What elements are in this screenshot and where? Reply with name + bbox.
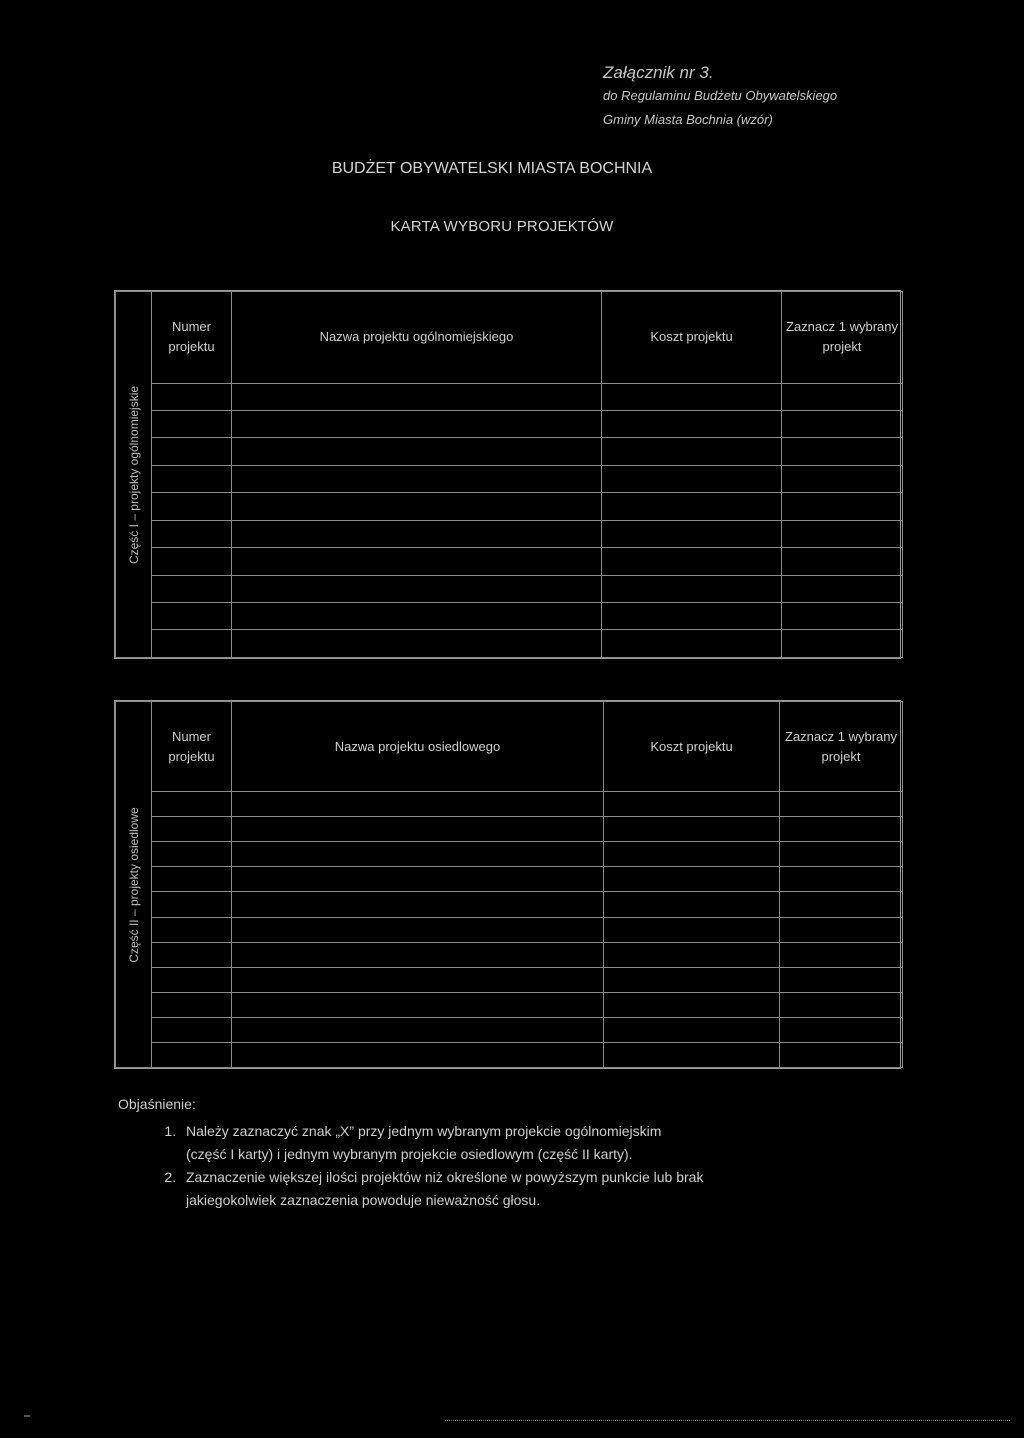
attachment-regulation: do Regulaminu Budżetu Obywatelskiego xyxy=(603,88,838,103)
part2-cell-cost xyxy=(604,967,780,992)
scan-mark xyxy=(24,1415,30,1417)
part2-table xyxy=(114,700,901,1069)
part1-header-mark: Zaznacz 1 wybrany projekt xyxy=(782,292,903,384)
part1-cell-cost xyxy=(602,548,782,575)
part1-cell-number xyxy=(152,438,232,465)
document-subtitle: KARTA WYBORU PROJEKTÓW xyxy=(390,218,614,235)
part1-cell-name xyxy=(232,383,602,410)
explanation-item-1-line-1: Należy zaznaczyć znak „X” przy jednym wybranym projekcie ogólnomiejskim xyxy=(186,1123,662,1139)
part1-cell-name xyxy=(232,603,602,630)
part2-cell-cost xyxy=(604,867,780,892)
part1-cell-cost xyxy=(602,520,782,547)
part1-table-row xyxy=(116,575,903,602)
part1-cell-cost xyxy=(602,603,782,630)
explanation-list xyxy=(118,1120,918,1212)
part2-table-row xyxy=(116,867,903,892)
part2-cell-cost xyxy=(604,792,780,817)
part1-cell-name xyxy=(232,438,602,465)
part2-cell-number xyxy=(152,917,232,942)
part1-table-row xyxy=(116,630,903,658)
part2-cell-mark[interactable] xyxy=(780,867,903,892)
part1-cell-number xyxy=(152,520,232,547)
part1-header-cost: Koszt projektu xyxy=(602,292,782,384)
part1-cell-mark[interactable] xyxy=(782,603,903,630)
part1-cell-mark[interactable] xyxy=(782,410,903,437)
part2-cell-number xyxy=(152,867,232,892)
attachment-number: Załącznik nr 3. xyxy=(603,63,714,82)
part2-cell-name xyxy=(232,942,604,967)
part1-table-row xyxy=(116,465,903,492)
part1-table-row xyxy=(116,548,903,575)
part1-cell-mark[interactable] xyxy=(782,630,903,658)
part2-cell-cost xyxy=(604,917,780,942)
part1-cell-name xyxy=(232,465,602,492)
part2-cell-mark[interactable] xyxy=(780,942,903,967)
part1-cell-cost xyxy=(602,465,782,492)
part2-header-number: Numer projektu xyxy=(152,702,232,792)
part2-cell-cost xyxy=(604,1042,780,1067)
part1-cell-name xyxy=(232,575,602,602)
part2-cell-name xyxy=(232,992,604,1017)
part2-cell-mark[interactable] xyxy=(780,1042,903,1067)
part2-cell-number xyxy=(152,817,232,842)
part2-header-mark: Zaznacz 1 wybrany projekt xyxy=(780,702,903,792)
part1-cell-number xyxy=(152,410,232,437)
part2-cell-mark[interactable] xyxy=(780,917,903,942)
part2-cell-name xyxy=(232,792,604,817)
part2-cell-mark[interactable] xyxy=(780,992,903,1017)
attachment-municipality: Gminy Miasta Bochnia (wzór) xyxy=(603,112,773,127)
part1-cell-name xyxy=(232,630,602,658)
part1-header-number: Numer projektu xyxy=(152,292,232,384)
part2-cell-number xyxy=(152,792,232,817)
part1-cell-cost xyxy=(602,575,782,602)
part1-cell-mark[interactable] xyxy=(782,383,903,410)
part2-cell-number xyxy=(152,967,232,992)
part2-cell-mark[interactable] xyxy=(780,817,903,842)
part2-cell-mark[interactable] xyxy=(780,967,903,992)
part1-table-row xyxy=(116,493,903,520)
explanation-item-2 xyxy=(180,1166,918,1212)
document-title: BUDŻET OBYWATELSKI MIASTA BOCHNIA xyxy=(331,160,653,177)
part2-cell-cost xyxy=(604,992,780,1017)
part1-cell-number xyxy=(152,548,232,575)
part1-cell-name xyxy=(232,520,602,547)
part2-cell-number xyxy=(152,892,232,917)
part2-cell-name xyxy=(232,1017,604,1042)
part2-side-label: Część II – projekty osiedlowe xyxy=(116,702,152,1068)
part1-cell-number xyxy=(152,493,232,520)
part2-table-row xyxy=(116,842,903,867)
part1-cell-number xyxy=(152,575,232,602)
part1-table-row xyxy=(116,603,903,630)
part1-cell-mark[interactable] xyxy=(782,438,903,465)
part1-cell-number xyxy=(152,603,232,630)
part2-cell-name xyxy=(232,1042,604,1067)
part2-table-row xyxy=(116,992,903,1017)
part1-cell-number xyxy=(152,630,232,658)
part1-cell-number xyxy=(152,465,232,492)
explanation-section xyxy=(118,1096,918,1212)
part1-cell-cost xyxy=(602,410,782,437)
part2-header-cost: Koszt projektu xyxy=(604,702,780,792)
part2-cell-cost xyxy=(604,817,780,842)
part1-table xyxy=(114,290,901,659)
part1-cell-mark[interactable] xyxy=(782,520,903,547)
part2-table-row xyxy=(116,917,903,942)
part2-cell-mark[interactable] xyxy=(780,842,903,867)
part2-cell-mark[interactable] xyxy=(780,892,903,917)
part2-table-row xyxy=(116,817,903,842)
footer-rule xyxy=(445,1420,1010,1421)
part2-table-row xyxy=(116,942,903,967)
part2-cell-name xyxy=(232,842,604,867)
part1-table-row xyxy=(116,410,903,437)
part1-header-name: Nazwa projektu ogólnomiejskiego xyxy=(232,292,602,384)
attachment-note xyxy=(603,62,903,132)
part1-side-label: Część I – projekty ogólnomiejskie xyxy=(116,292,152,658)
part2-cell-number xyxy=(152,842,232,867)
part1-cell-mark[interactable] xyxy=(782,493,903,520)
part2-header-name: Nazwa projektu osiedlowego xyxy=(232,702,604,792)
part2-cell-number xyxy=(152,992,232,1017)
part2-table-row xyxy=(116,967,903,992)
part1-cell-mark[interactable] xyxy=(782,575,903,602)
part2-cell-cost xyxy=(604,1017,780,1042)
part2-table-row xyxy=(116,792,903,817)
explanation-item-1 xyxy=(180,1120,918,1166)
explanation-item-2-line-1: Zaznaczenie większej ilości projektów niż określone w powyższym punkcie lub brak xyxy=(186,1169,704,1185)
explanation-heading: Objaśnienie: xyxy=(118,1096,196,1112)
part1-table-row xyxy=(116,520,903,547)
part2-cell-name xyxy=(232,867,604,892)
part1-cell-cost xyxy=(602,630,782,658)
part2-cell-name xyxy=(232,917,604,942)
part2-table-row xyxy=(116,1017,903,1042)
part1-cell-mark[interactable] xyxy=(782,548,903,575)
part1-cell-mark[interactable] xyxy=(782,465,903,492)
part2-cell-number xyxy=(152,1042,232,1067)
part1-cell-name xyxy=(232,410,602,437)
part2-table-row xyxy=(116,892,903,917)
part2-cell-mark[interactable] xyxy=(780,792,903,817)
part2-cell-name xyxy=(232,892,604,917)
part2-table-row xyxy=(116,1042,903,1067)
explanation-item-2-line-2: jakiegokolwiek zaznaczenia powoduje nieważność głosu. xyxy=(186,1192,541,1208)
part2-cell-cost xyxy=(604,842,780,867)
part2-cell-cost xyxy=(604,892,780,917)
part2-cell-name xyxy=(232,967,604,992)
part1-table-row xyxy=(116,383,903,410)
part1-cell-cost xyxy=(602,493,782,520)
part1-cell-number xyxy=(152,383,232,410)
explanation-item-1-line-2: (część I karty) i jednym wybranym projekcie osiedlowym (część II karty). xyxy=(186,1146,633,1162)
part2-cell-cost xyxy=(604,942,780,967)
part2-cell-mark[interactable] xyxy=(780,1017,903,1042)
part1-table-row xyxy=(116,438,903,465)
part2-cell-number xyxy=(152,1017,232,1042)
part2-cell-number xyxy=(152,942,232,967)
part2-cell-name xyxy=(232,817,604,842)
part1-cell-cost xyxy=(602,438,782,465)
part1-cell-name xyxy=(232,493,602,520)
part1-cell-cost xyxy=(602,383,782,410)
part1-cell-name xyxy=(232,548,602,575)
